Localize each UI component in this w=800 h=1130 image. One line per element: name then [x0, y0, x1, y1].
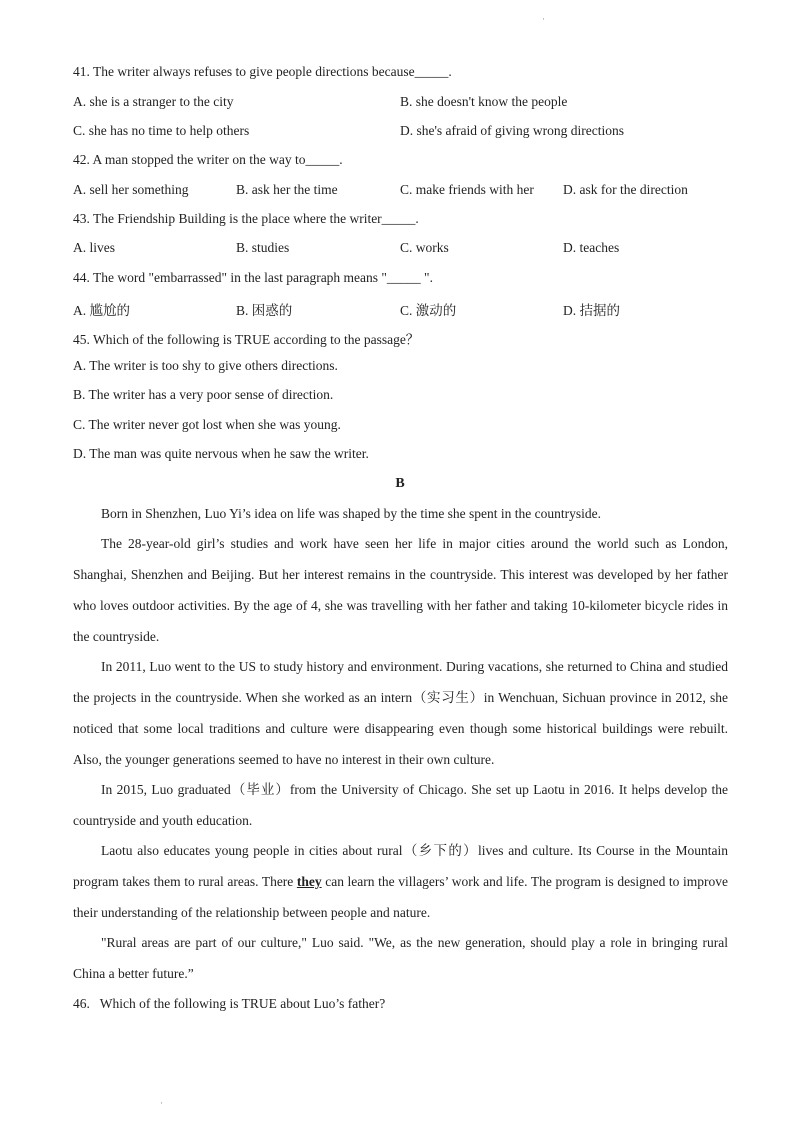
question-43-options — [73, 240, 733, 260]
question-45-option-b: B. The writer has a very poor sense of direction. — [73, 387, 334, 402]
question-45-option-c: C. The writer never got lost when she was young. — [73, 417, 341, 432]
question-41-stem: 41. The writer always refuses to give people directions because_____. — [73, 64, 452, 79]
underlined-word-they: they — [296, 874, 322, 889]
option-d: D. 拮据的 — [563, 303, 620, 318]
question-44-stem: 44. The word "embarrassed" in the last paragraph means "_____ ". — [73, 270, 433, 285]
scan-dot: · — [160, 1098, 163, 1108]
paragraph-5-text-before: Laotu also educates young people in cities about rural（乡下的）lives and culture. Its Course in the Mountain program takes them to rural areas. There — [73, 843, 728, 889]
passage-paragraph-2: The 28-year-old girl’s studies and work have seen her life in major cities around the world such as London, Shanghai, Shenzhen and Beijing. But her interest remains in the countryside. This interest was developed by her father who loves outdoor activities. By the age of 4, she was travelling with her father and taking 10-kilometer bicycle rides in the countryside. — [73, 536, 728, 644]
section-b-heading: B — [395, 476, 405, 491]
option-a: A. she is a stranger to the city — [73, 94, 234, 109]
option-c: C. 激动的 — [400, 303, 457, 318]
option-a: A. 尴尬的 — [73, 303, 130, 318]
question-42-stem: 42. A man stopped the writer on the way to_____. — [73, 152, 343, 167]
scan-dot: · — [542, 14, 545, 24]
option-d: D. she's afraid of giving wrong directions — [400, 123, 625, 138]
option-b: B. ask her the time — [236, 182, 338, 197]
paragraph-5-text-after: can learn the villagers’ work and life. The program is designed to improve their understanding of the relationship between people and nature. — [73, 874, 728, 920]
question-45-stem: 45. Which of the following is TRUE according to the passage？ — [73, 332, 420, 347]
question-45-option-a: A. The writer is too shy to give others directions. — [73, 358, 338, 373]
option-c: C. she has no time to help others — [73, 123, 250, 138]
option-d: D. teaches — [563, 240, 620, 255]
passage-paragraph-4: In 2015, Luo graduated（毕业）from the University of Chicago. She set up Laotu in 2016. It helps develop the countryside and youth education. — [73, 782, 728, 828]
passage-paragraph-5 — [73, 835, 728, 928]
option-d: D. ask for the direction — [563, 182, 688, 197]
question-45-option-d: D. The man was quite nervous when he saw the writer. — [73, 446, 369, 461]
question-43-stem: 43. The Friendship Building is the place where the writer_____. — [73, 211, 419, 226]
question-41-options-row1 — [73, 94, 733, 114]
passage-paragraph-1: Born in Shenzhen, Luo Yi’s idea on life was shaped by the time she spent in the countryside. — [101, 506, 602, 521]
option-c: C. make friends with her — [400, 182, 534, 197]
option-a: A. lives — [73, 240, 115, 255]
question-41-options-row2 — [73, 123, 733, 143]
passage-paragraph-3: In 2011, Luo went to the US to study history and environment. During vacations, she returned to China and studied the projects in the countryside. When she worked as an intern（实习生）in Wenchuan, Sichuan province in 2012, she noticed that some local traditions and culture were disappearing even though some historical buildings were rebuilt. Also, the younger generations seemed to have no interest in their own culture. — [73, 659, 728, 767]
question-44-options — [73, 299, 733, 319]
passage-paragraph-6: "Rural areas are part of our culture," Luo said. "We, as the new generation, should play a role in bringing rural China a better future.” — [73, 935, 728, 981]
option-c: C. works — [400, 240, 449, 255]
option-b: B. she doesn't know the people — [400, 94, 568, 109]
question-42-options — [73, 182, 733, 202]
option-a: A. sell her something — [73, 182, 189, 197]
question-46-stem: 46. Which of the following is TRUE about Luo’s father? — [73, 996, 386, 1011]
option-b: B. 困惑的 — [236, 303, 293, 318]
option-b: B. studies — [236, 240, 290, 255]
